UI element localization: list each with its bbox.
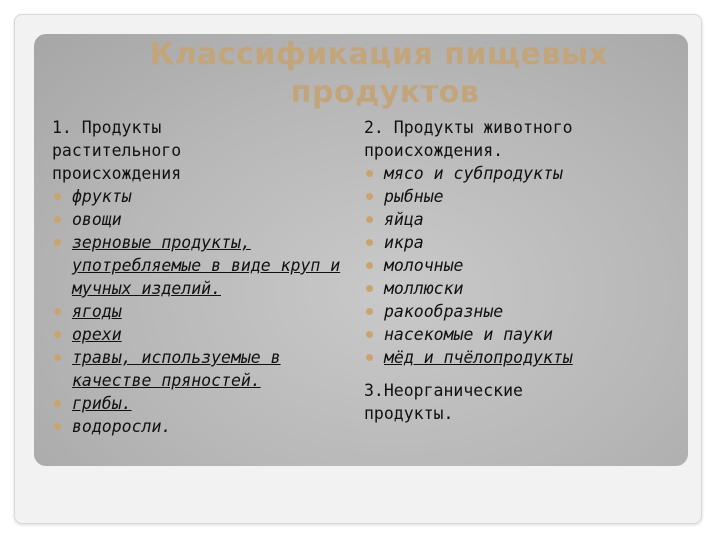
- bullet-icon: [366, 262, 373, 269]
- heading-line: 1. Продукты: [52, 118, 162, 137]
- bullet-icon: [54, 423, 61, 430]
- bullet-icon: [366, 216, 373, 223]
- heading-line: происхождения.: [364, 141, 504, 160]
- list-item-text: водоросли.: [72, 417, 172, 436]
- list-item-text: моллюски: [384, 279, 464, 298]
- bullet-icon: [54, 308, 61, 315]
- list-item-text[interactable]: ягоды: [72, 302, 122, 321]
- title-line-1: Классификация пищевых: [149, 37, 609, 72]
- bullet-icon: [366, 331, 373, 338]
- plant-products-heading: [52, 116, 362, 185]
- list-item-text: ракообразные: [384, 302, 504, 321]
- list-item: [52, 415, 362, 438]
- list-item-text: насекомые и пауки: [384, 325, 553, 344]
- list-item-text: фрукты: [72, 187, 132, 206]
- inorganic-products-heading: [364, 379, 684, 425]
- list-item-text: молочные: [384, 256, 464, 275]
- bullet-icon: [366, 308, 373, 315]
- list-item-text[interactable]: зерновые продукты, употребляемые в виде круп и мучных изделий.: [72, 233, 341, 298]
- list-item[interactable]: [364, 346, 684, 369]
- list-item[interactable]: [52, 392, 362, 415]
- list-item-text[interactable]: грибы.: [72, 394, 132, 413]
- list-item[interactable]: [52, 231, 362, 300]
- list-item-text: мясо и субпродукты: [384, 164, 563, 183]
- list-item-text: яйца: [384, 210, 424, 229]
- list-item[interactable]: [52, 323, 362, 346]
- plant-products-list: [52, 185, 362, 438]
- bullet-icon: [366, 354, 373, 361]
- list-item-text[interactable]: мёд и пчёлопродукты: [384, 348, 573, 367]
- list-item: [364, 300, 684, 323]
- list-item: [52, 185, 362, 208]
- bullet-icon: [366, 285, 373, 292]
- list-item: [364, 185, 684, 208]
- list-item: [364, 277, 684, 300]
- bullet-icon: [366, 170, 373, 177]
- bullet-icon: [54, 331, 61, 338]
- list-item: [364, 231, 684, 254]
- list-item[interactable]: [52, 300, 362, 323]
- list-item[interactable]: [52, 346, 362, 392]
- bullet-icon: [54, 354, 61, 361]
- heading-line: 3.Неорганические: [364, 381, 523, 400]
- bullet-icon: [366, 193, 373, 200]
- heading-line: 2. Продукты животного: [364, 118, 573, 137]
- heading-line: растительного: [52, 141, 182, 160]
- plant-products-column: [52, 116, 362, 438]
- bullet-icon: [54, 400, 61, 407]
- list-item: [364, 162, 684, 185]
- list-item-text[interactable]: травы, используемые в качестве пряностей.: [72, 348, 281, 390]
- list-item: [364, 323, 684, 346]
- animal-products-heading: [364, 116, 684, 162]
- list-item: [364, 208, 684, 231]
- bullet-icon: [54, 216, 61, 223]
- bullet-icon: [366, 239, 373, 246]
- animal-products-column: [364, 116, 684, 425]
- slide-title: [34, 36, 688, 112]
- heading-line: продукты.: [364, 404, 454, 423]
- list-item-text: рыбные: [384, 187, 444, 206]
- heading-line: происхождения: [52, 164, 182, 183]
- title-line-2: продуктов: [290, 75, 480, 110]
- bullet-icon: [54, 239, 61, 246]
- list-item: [364, 254, 684, 277]
- list-item-text[interactable]: орехи: [72, 325, 122, 344]
- animal-products-list: [364, 162, 684, 369]
- list-item-text: овощи: [72, 210, 122, 229]
- list-item-text: икра: [384, 233, 424, 252]
- bullet-icon: [54, 193, 61, 200]
- list-item: [52, 208, 362, 231]
